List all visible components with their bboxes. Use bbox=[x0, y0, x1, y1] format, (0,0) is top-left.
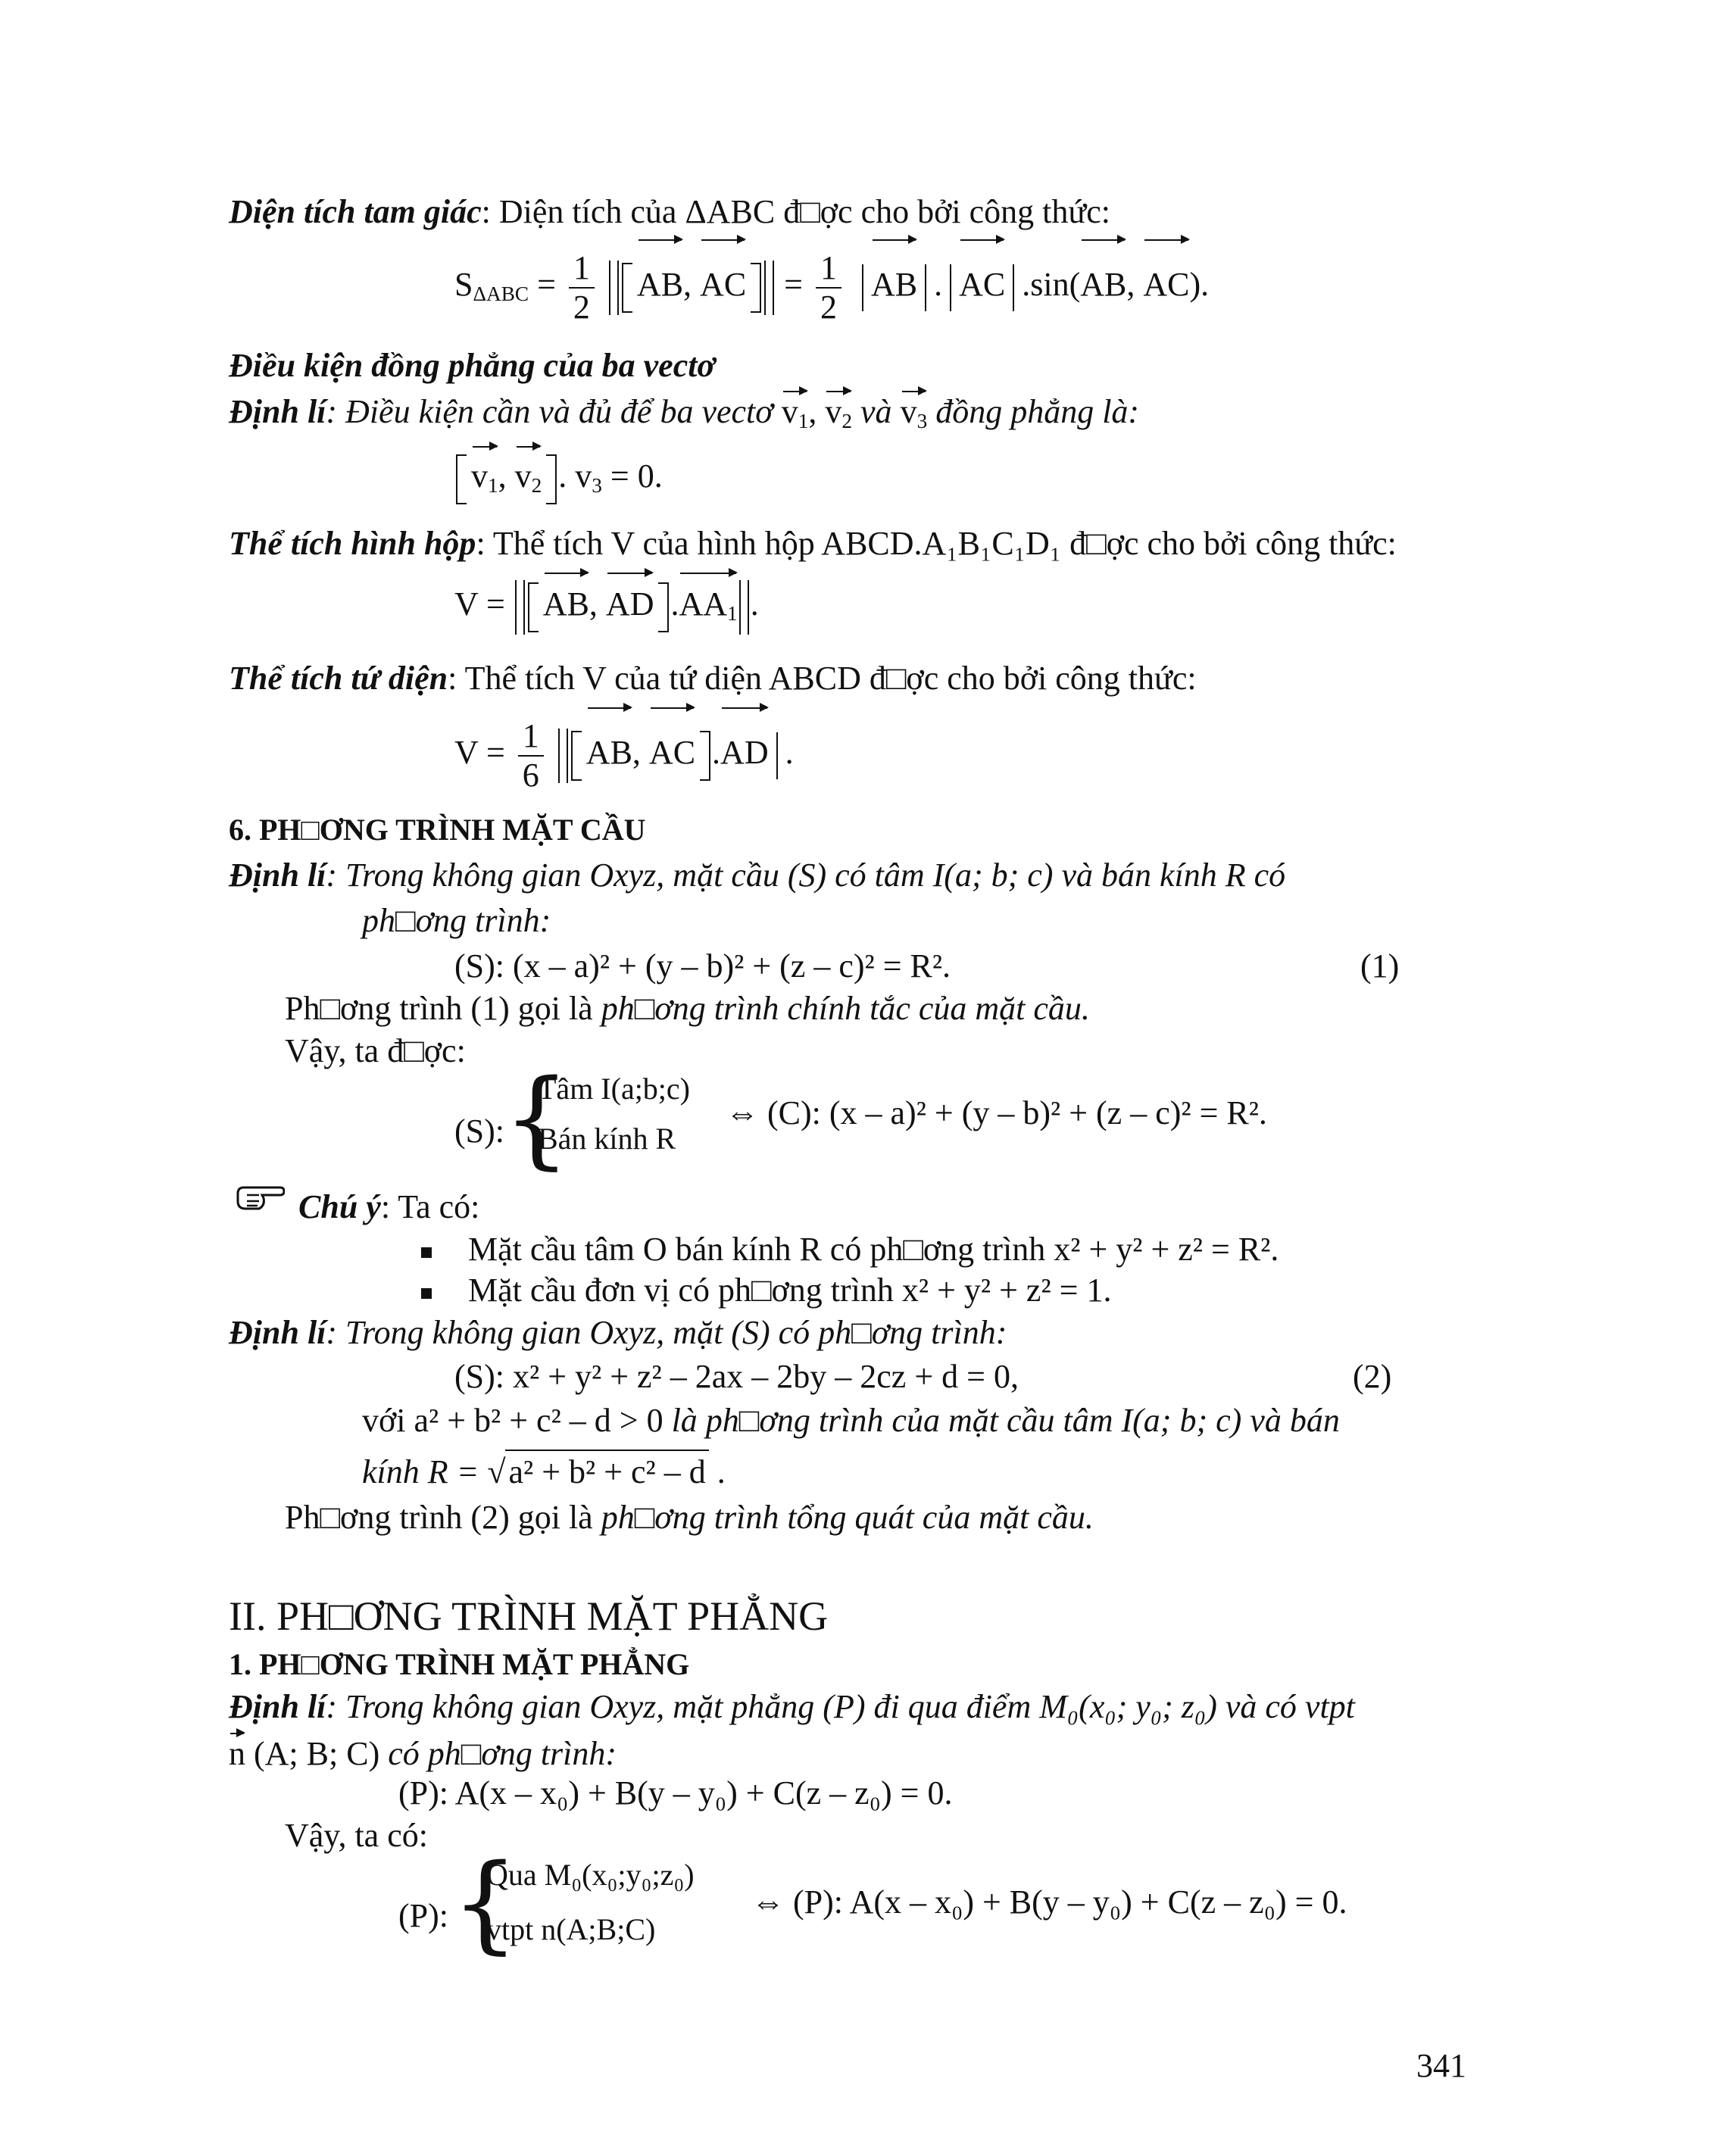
coplanar-v1-sub: 1 bbox=[798, 409, 809, 432]
coplanar-v2-sub: 2 bbox=[841, 409, 853, 432]
coplanar-bracket-right bbox=[546, 454, 557, 504]
area-lhs-sub: ΔABC bbox=[473, 282, 529, 305]
coplanar-formula: $v_1$, $v_2$ . $v_3 = 0$. bbox=[454, 443, 663, 507]
sphere-eq1: (S): (x – a)² + (y – b)² + (z – c)² = R². bbox=[454, 947, 951, 985]
box-norm-right bbox=[739, 580, 749, 635]
sphere-with-line bbox=[362, 1400, 1340, 1442]
plane-thm-label: Định lí bbox=[229, 1688, 326, 1725]
tetra-title: Thể tích tứ diện bbox=[229, 660, 448, 697]
tetra-text: : Thể tích V của tứ diện ABCD đ□ợc cho bởi công thức: bbox=[448, 660, 1197, 697]
tetra-lhs: V = bbox=[454, 734, 505, 771]
sphere-sys-rhs: ⇔ (C): (x – a)² + (y – b)² + (z – c)² = R². bbox=[726, 1094, 1267, 1131]
area-line bbox=[229, 191, 1110, 233]
tetra-end: . bbox=[785, 734, 794, 771]
coplanar-result: = 0. bbox=[601, 457, 663, 495]
box-lhs: V = bbox=[454, 585, 505, 623]
tetra-num: 1 bbox=[518, 717, 544, 757]
sphere-called2-italic: ph□ơng trình tổng quát của mặt cầu. bbox=[601, 1499, 1094, 1536]
sphere-thm2-text: : Trong không gian Oxyz, mặt (S) có ph□ơng trình: bbox=[326, 1314, 1007, 1351]
plane-heading: 1. PH□ƠNG TRÌNH MẶT PHẲNG bbox=[229, 1647, 690, 1681]
plane-section-title: II. PH□ƠNG TRÌNH MẶT PHẲNG bbox=[229, 1593, 829, 1639]
sphere-sys-line1: Tâm I(a;b;c) bbox=[538, 1072, 690, 1106]
coplanar-tail-sub: 3 bbox=[592, 473, 602, 497]
area-half-den: 2 bbox=[573, 288, 590, 326]
box-bracket-right bbox=[658, 582, 669, 632]
area-sin-close: ). bbox=[1189, 266, 1210, 303]
coplanar-f-v1-sub: 1 bbox=[488, 473, 498, 497]
area-half-1 bbox=[569, 249, 595, 326]
sphere-thm2-line bbox=[229, 1312, 1007, 1354]
plane-so: Vậy, ta có: bbox=[285, 1817, 428, 1854]
plane-sys-line2: vtpt n(A;B;C) bbox=[486, 1912, 656, 1946]
coplanar-f-v1-letter: v bbox=[471, 457, 488, 495]
plane-thm-line bbox=[229, 1686, 1355, 1728]
area-text: : Diện tích của ΔABC đ□ợc cho bởi công thức: bbox=[481, 193, 1110, 230]
plane-sys-brace: { bbox=[451, 1842, 520, 1965]
page-number: 341 bbox=[1416, 2047, 1466, 2084]
tetra-vec-ad: AD bbox=[720, 704, 769, 798]
tetra-norm-right bbox=[776, 732, 778, 779]
coplanar-v2 bbox=[825, 388, 852, 433]
coplanar-v3 bbox=[901, 388, 928, 433]
coplanar-title-line bbox=[229, 345, 715, 387]
sphere-radius-a: kính R = bbox=[362, 1453, 488, 1490]
sphere-heading: 6. PH□ƠNG TRÌNH MẶT CẦU bbox=[229, 813, 646, 847]
note-bullet-2 bbox=[421, 1269, 1111, 1312]
box-formula: V = AB, AD $.AA_1$ . bbox=[454, 570, 759, 636]
sphere-called-text: Ph□ơng trình (1) gọi là bbox=[285, 990, 601, 1027]
sphere-radius-end: . bbox=[708, 1453, 726, 1490]
box-vec-ad: AD bbox=[606, 570, 654, 636]
tetra-fraction bbox=[518, 717, 544, 794]
tetra-vec-ac: AC bbox=[649, 704, 695, 798]
note-line bbox=[298, 1186, 479, 1228]
area-abs-1l bbox=[862, 264, 863, 311]
area-abs-2l bbox=[950, 264, 951, 311]
sphere-radius-line bbox=[362, 1450, 726, 1493]
sphere-eq1-num: (1) bbox=[1360, 947, 1400, 985]
note-bullet-1 bbox=[421, 1228, 1279, 1271]
box-norm-left bbox=[515, 580, 525, 635]
box-vec-ab: AB bbox=[543, 570, 589, 636]
area-comma: , bbox=[683, 266, 701, 303]
tetra-formula: V = $\frac{1}{6}$ AB, AC .AD . bbox=[454, 704, 794, 795]
tetra-norm-left bbox=[558, 729, 568, 783]
area-title: Diện tích tam giác bbox=[229, 193, 482, 230]
area-dot: . bbox=[934, 266, 943, 303]
sphere-called2-line bbox=[285, 1496, 1094, 1539]
coplanar-v3-letter: v bbox=[900, 393, 917, 430]
area-vec-ac-3: AC bbox=[1143, 236, 1189, 330]
plane-sys-label: (P): bbox=[398, 1897, 448, 1934]
sphere-sys-line2: Bán kính R bbox=[538, 1122, 676, 1156]
area-sin-open: .sin( bbox=[1022, 266, 1081, 303]
coplanar-tail: . v bbox=[558, 457, 592, 495]
coplanar-bracket-left bbox=[456, 454, 467, 504]
area-half2-den: 2 bbox=[820, 288, 837, 326]
area-vec-ab: AB bbox=[637, 236, 683, 330]
coplanar-v2-letter: v bbox=[825, 393, 842, 430]
area-abs-1r bbox=[925, 264, 926, 311]
box-text: : Thể tích V của hình hộp ABCD.A₁B₁C₁D₁ đ□ợc cho bởi công thức: bbox=[476, 525, 1397, 562]
note-text: : Ta có: bbox=[380, 1188, 480, 1225]
area-abs-2r bbox=[1013, 264, 1014, 311]
area-norm-left bbox=[609, 261, 619, 315]
coplanar-v3-sub: 3 bbox=[916, 409, 928, 432]
coplanar-theorem: Định lí: Điều kiện cần và đủ để ba vectơ $v_1$, $v_2$ và $v_3$ đồng phẳng là: bbox=[229, 388, 1139, 433]
sphere-with-b: là ph□ơng trình của mặt cầu tâm I(a; b; c) và bán bbox=[671, 1402, 1340, 1439]
area-eq-2: = bbox=[784, 266, 803, 303]
area-vec-ab-2: AB bbox=[871, 236, 917, 330]
coplanar-theorem-label: Định lí bbox=[229, 393, 326, 430]
sphere-called-italic: ph□ơng trình chính tắc của mặt cầu. bbox=[601, 990, 1090, 1027]
coplanar-f-v2-sub: 2 bbox=[531, 473, 542, 497]
box-bracket-left bbox=[528, 582, 539, 632]
bullet-icon bbox=[421, 1288, 432, 1299]
area-vec-ac: AC bbox=[700, 236, 746, 330]
bullet-icon bbox=[421, 1247, 432, 1258]
area-vec-ab-3: AB bbox=[1080, 236, 1126, 330]
coplanar-title: Điều kiện đồng phẳng của ba vectơ bbox=[229, 347, 716, 384]
area-half-num: 1 bbox=[569, 249, 595, 289]
coplanar-theorem-text-1: : Điều kiện cần và đủ để ba vectơ bbox=[326, 393, 773, 430]
box-vec-aa-sub: 1 bbox=[727, 601, 738, 625]
plane-n-text: (A; B; C) bbox=[245, 1735, 389, 1772]
plane-thm-text: : Trong không gian Oxyz, mặt phẳng (P) đi qua điểm M₀(x₀; y₀; z₀) và có vtpt bbox=[326, 1688, 1355, 1725]
sphere-eq2-num: (2) bbox=[1353, 1358, 1392, 1395]
coplanar-v1-letter: v bbox=[781, 393, 798, 430]
sphere-with-a: với a² + b² + c² – d > 0 bbox=[362, 1402, 672, 1439]
coplanar-v1 bbox=[782, 388, 809, 433]
area-bracket-right bbox=[751, 263, 761, 313]
tetra-den: 6 bbox=[522, 756, 539, 794]
sphere-thm1-line-a bbox=[229, 854, 1285, 897]
tetra-vec-ab: AB bbox=[586, 704, 632, 798]
sphere-thm2-label: Định lí bbox=[229, 1314, 326, 1351]
area-formula bbox=[454, 236, 1209, 327]
box-title: Thể tích hình hộp bbox=[229, 525, 476, 562]
note-bullet-1-text: Mặt cầu tâm O bán kính R có ph□ơng trình x² + y² + z² = R². bbox=[468, 1231, 1279, 1268]
box-vec-aa-letters: AA bbox=[679, 585, 728, 623]
sphere-eq2: (S): x² + y² + z² – 2ax – 2by – 2cz + d = 0, bbox=[454, 1358, 1019, 1395]
area-comma-2: , bbox=[1126, 266, 1144, 303]
note-bullet-2-text: Mặt cầu đơn vị có ph□ơng trình x² + y² + z² = 1. bbox=[468, 1272, 1112, 1309]
box-line bbox=[229, 523, 1397, 565]
sphere-thm1-text-a: : Trong không gian Oxyz, mặt cầu (S) có tâm I(a; b; c) và bán kính R có bbox=[326, 857, 1286, 894]
box-end: . bbox=[750, 585, 759, 623]
plane-sys-line1: Qua M₀(x₀;y₀;z₀) bbox=[486, 1858, 695, 1892]
sphere-called-line bbox=[285, 988, 1090, 1030]
note-label: Chú ý bbox=[298, 1188, 381, 1225]
coplanar-f-v2 bbox=[515, 443, 542, 507]
sphere-sys-brace: { bbox=[503, 1057, 571, 1181]
coplanar-f-v1 bbox=[471, 443, 498, 507]
sphere-thm1-text-b: ph□ơng trình: bbox=[362, 902, 551, 939]
sqrt-icon: √ bbox=[487, 1453, 506, 1490]
sphere-called2-text: Ph□ơng trình (2) gọi là bbox=[285, 1499, 601, 1536]
area-bracket-left bbox=[622, 263, 632, 313]
tetra-line bbox=[229, 657, 1197, 700]
plane-n-italic: có ph□ơng trình: bbox=[388, 1735, 617, 1772]
plane-vec-n: n bbox=[229, 1730, 245, 1775]
sphere-radius-sqrt: a² + b² + c² – d bbox=[505, 1450, 708, 1493]
tetra-bracket-left bbox=[571, 731, 582, 781]
box-vec-aa1 bbox=[679, 570, 737, 636]
coplanar-f-v2-letter: v bbox=[514, 457, 532, 495]
pointing-hand-icon bbox=[236, 1183, 285, 1213]
area-half-2 bbox=[816, 249, 841, 326]
coplanar-and: và bbox=[860, 393, 892, 430]
area-norm-right bbox=[764, 261, 774, 315]
tetra-bracket-right bbox=[700, 731, 710, 781]
plane-n-line bbox=[229, 1730, 617, 1775]
sphere-thm1-label: Định lí bbox=[229, 857, 326, 894]
area-eq-1: = bbox=[537, 266, 556, 303]
sphere-sys-label: (S): bbox=[454, 1113, 504, 1150]
area-vec-ac-2: AC bbox=[959, 236, 1005, 330]
coplanar-theorem-text-2: đồng phẳng là: bbox=[935, 393, 1140, 430]
sphere-so: Vậy, ta đ□ợc: bbox=[285, 1032, 466, 1069]
area-lhs: S bbox=[454, 266, 473, 303]
plane-eq: (P): A(x – x₀) + B(y – y₀) + C(z – z₀) = 0. bbox=[398, 1774, 953, 1812]
plane-sys-rhs: ⇔ (P): A(x – x₀) + B(y – y₀) + C(z – z₀) = 0. bbox=[751, 1883, 1347, 1921]
area-half2-num: 1 bbox=[816, 249, 841, 289]
